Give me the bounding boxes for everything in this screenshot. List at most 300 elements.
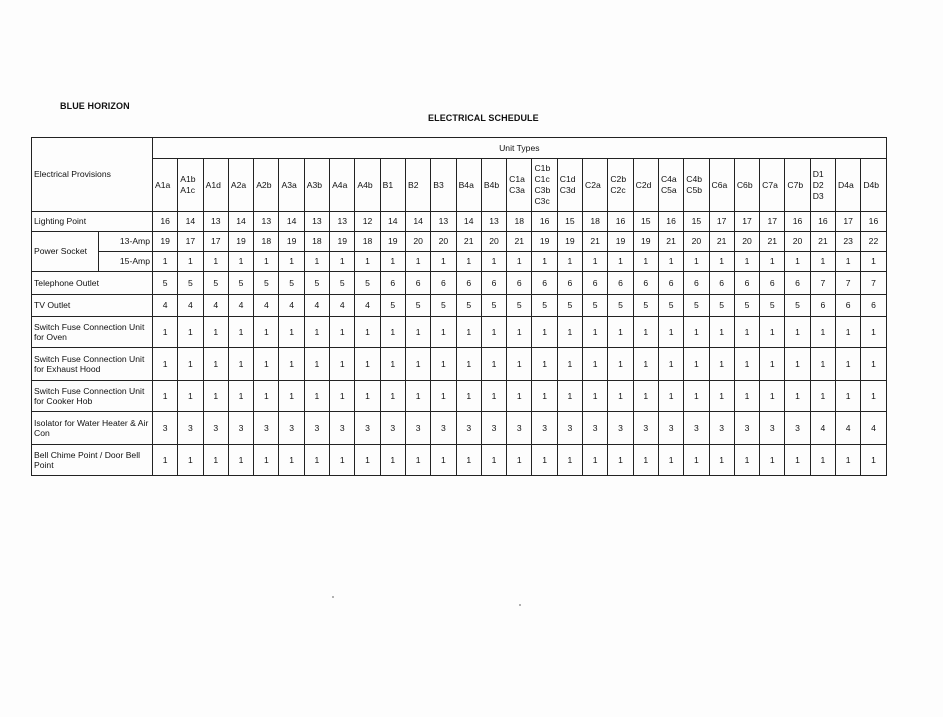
unit-type-label: C5b <box>686 185 702 195</box>
table-cell: 14 <box>178 212 203 232</box>
unit-type-header <box>810 159 835 212</box>
table-cell: 1 <box>532 252 557 272</box>
unit-type-label: A1a <box>155 179 171 190</box>
table-cell: 6 <box>380 272 405 295</box>
table-cell: 3 <box>734 412 759 445</box>
table-row <box>32 232 887 252</box>
table-cell: 4 <box>203 295 228 317</box>
table-cell: 3 <box>583 412 608 445</box>
table-cell: 6 <box>709 272 734 295</box>
table-cell: 14 <box>456 212 481 232</box>
table-cell: 1 <box>405 445 430 476</box>
table-cell: 1 <box>861 348 886 381</box>
table-cell: 18 <box>254 232 279 252</box>
row-label: TV Outlet <box>32 295 153 317</box>
table-cell: 21 <box>760 232 785 252</box>
unit-type-header <box>507 159 532 212</box>
table-cell: 19 <box>608 232 633 252</box>
table-cell: 20 <box>785 232 810 252</box>
table-cell: 5 <box>557 295 582 317</box>
electrical-provisions-header: Electrical Provisions <box>32 138 153 212</box>
table-cell: 1 <box>760 252 785 272</box>
table-cell: 1 <box>532 317 557 348</box>
table-cell: 21 <box>658 232 683 252</box>
unit-type-header <box>254 159 279 212</box>
table-cell: 1 <box>785 445 810 476</box>
table-cell: 1 <box>228 317 253 348</box>
table-cell: 1 <box>760 381 785 412</box>
table-cell: 17 <box>203 232 228 252</box>
table-cell: 1 <box>380 348 405 381</box>
table-cell: 3 <box>684 412 709 445</box>
table-cell: 3 <box>254 412 279 445</box>
unit-type-label: C4a <box>660 174 677 184</box>
table-cell: 5 <box>431 295 456 317</box>
table-cell: 21 <box>810 232 835 252</box>
table-cell: 1 <box>608 381 633 412</box>
table-cell: 21 <box>507 232 532 252</box>
table-cell: 13 <box>254 212 279 232</box>
table-cell: 18 <box>507 212 532 232</box>
table-cell: 1 <box>836 348 861 381</box>
unit-type-header <box>456 159 481 212</box>
table-cell: 1 <box>304 445 329 476</box>
table-cell: 4 <box>355 295 380 317</box>
table-cell: 18 <box>355 232 380 252</box>
table-cell: 1 <box>734 445 759 476</box>
table-cell: 3 <box>760 412 785 445</box>
table-cell: 19 <box>380 232 405 252</box>
table-cell: 1 <box>557 317 582 348</box>
unit-type-label: C7a <box>762 179 778 190</box>
unit-type-label: C2b <box>610 174 627 184</box>
unit-type-label: D4a <box>838 179 854 190</box>
table-cell: 1 <box>633 317 658 348</box>
unit-type-header <box>532 159 557 212</box>
unit-type-label: C1a <box>509 174 525 184</box>
unit-type-header <box>481 159 506 212</box>
unit-type-label: C3a <box>509 185 525 195</box>
table-cell: 1 <box>355 252 380 272</box>
table-cell: 1 <box>330 348 355 381</box>
table-row <box>32 252 887 272</box>
table-cell: 1 <box>481 381 506 412</box>
table-cell: 1 <box>431 381 456 412</box>
table-cell: 20 <box>684 232 709 252</box>
table-cell: 1 <box>557 445 582 476</box>
table-cell: 1 <box>330 317 355 348</box>
table-cell: 17 <box>709 212 734 232</box>
unit-types-header: Unit Types <box>153 138 887 159</box>
unit-type-label: C4b <box>686 174 702 184</box>
unit-type-header <box>380 159 405 212</box>
table-cell: 4 <box>254 295 279 317</box>
row-label: Switch Fuse Connection Unit for Oven <box>32 317 153 348</box>
table-cell: 1 <box>785 348 810 381</box>
table-cell: 13 <box>431 212 456 232</box>
table-cell: 5 <box>228 272 253 295</box>
table-cell: 6 <box>760 272 785 295</box>
table-cell: 1 <box>405 381 430 412</box>
table-cell: 5 <box>355 272 380 295</box>
table-cell: 5 <box>760 295 785 317</box>
table-cell: 6 <box>785 272 810 295</box>
row-label: Telephone Outlet <box>32 272 153 295</box>
table-cell: 1 <box>405 317 430 348</box>
table-cell: 1 <box>608 445 633 476</box>
table-cell: 1 <box>734 317 759 348</box>
table-cell: 16 <box>785 212 810 232</box>
table-cell: 5 <box>254 272 279 295</box>
table-cell: 1 <box>228 445 253 476</box>
table-cell: 19 <box>153 232 178 252</box>
unit-type-label: B4a <box>458 179 474 190</box>
table-cell: 1 <box>633 252 658 272</box>
unit-type-label: D1 <box>812 168 824 179</box>
table-cell: 16 <box>608 212 633 232</box>
unit-type-label: C3b <box>534 185 551 195</box>
table-cell: 1 <box>279 381 304 412</box>
unit-type-header <box>557 159 582 212</box>
table-cell: 1 <box>734 348 759 381</box>
table-cell: 1 <box>481 445 506 476</box>
unit-type-label: C1c <box>534 174 550 184</box>
table-cell: 1 <box>304 348 329 381</box>
unit-type-label: B2 <box>407 179 419 190</box>
unit-type-label: C6b <box>736 179 753 190</box>
table-cell: 14 <box>279 212 304 232</box>
table-cell: 1 <box>836 445 861 476</box>
table-row <box>32 445 887 476</box>
table-cell: 3 <box>557 412 582 445</box>
table-cell: 3 <box>785 412 810 445</box>
table-cell: 20 <box>734 232 759 252</box>
table-cell: 4 <box>304 295 329 317</box>
table-cell: 1 <box>608 317 633 348</box>
table-cell: 3 <box>228 412 253 445</box>
row-label: Switch Fuse Connection Unit for Exhaust Hood <box>32 348 153 381</box>
table-cell: 1 <box>355 348 380 381</box>
unit-type-label: A3a <box>281 179 297 190</box>
unit-type-header <box>709 159 734 212</box>
unit-type-header <box>785 159 810 212</box>
table-cell: 1 <box>228 252 253 272</box>
table-cell: 5 <box>304 272 329 295</box>
table-cell: 20 <box>405 232 430 252</box>
unit-type-label: A4b <box>357 179 373 190</box>
table-cell: 1 <box>810 252 835 272</box>
table-cell: 3 <box>633 412 658 445</box>
table-row <box>32 295 887 317</box>
scan-speck <box>519 604 521 606</box>
table-cell: 3 <box>380 412 405 445</box>
table-cell: 1 <box>633 381 658 412</box>
table-cell: 1 <box>481 252 506 272</box>
unit-type-label: C2a <box>585 179 601 190</box>
table-cell: 6 <box>684 272 709 295</box>
table-cell: 1 <box>153 317 178 348</box>
table-cell: 1 <box>203 252 228 272</box>
table-cell: 13 <box>330 212 355 232</box>
table-cell: 6 <box>481 272 506 295</box>
table-cell: 5 <box>709 295 734 317</box>
table-cell: 1 <box>153 381 178 412</box>
unit-type-label: B1 <box>382 179 394 190</box>
table-cell: 4 <box>330 295 355 317</box>
table-cell: 1 <box>456 252 481 272</box>
table-cell: 6 <box>861 295 886 317</box>
table-cell: 1 <box>532 348 557 381</box>
table-cell: 1 <box>203 445 228 476</box>
unit-type-header <box>304 159 329 212</box>
table-cell: 5 <box>633 295 658 317</box>
unit-type-header <box>431 159 456 212</box>
table-cell: 4 <box>836 412 861 445</box>
table-cell: 23 <box>836 232 861 252</box>
table-cell: 1 <box>861 252 886 272</box>
table-cell: 6 <box>583 272 608 295</box>
table-cell: 5 <box>405 295 430 317</box>
table-cell: 1 <box>507 317 532 348</box>
table-cell: 1 <box>633 445 658 476</box>
table-cell: 3 <box>330 412 355 445</box>
table-cell: 7 <box>836 272 861 295</box>
table-cell: 1 <box>684 317 709 348</box>
scan-speck <box>332 596 334 598</box>
table-cell: 1 <box>178 348 203 381</box>
header-row-group <box>32 138 887 159</box>
table-row <box>32 412 887 445</box>
table-cell: 15 <box>684 212 709 232</box>
table-cell: 1 <box>709 317 734 348</box>
row-label: Lighting Point <box>32 212 153 232</box>
unit-type-header <box>153 159 178 212</box>
table-cell: 16 <box>810 212 835 232</box>
table-row <box>32 317 887 348</box>
table-cell: 1 <box>405 348 430 381</box>
table-cell: 1 <box>405 252 430 272</box>
table-cell: 5 <box>203 272 228 295</box>
schedule-title: ELECTRICAL SCHEDULE <box>428 113 539 123</box>
unit-type-label: A1b <box>180 174 196 184</box>
table-cell: 19 <box>279 232 304 252</box>
table-cell: 1 <box>532 381 557 412</box>
table-cell: 1 <box>228 348 253 381</box>
unit-type-label: D3 <box>812 190 824 201</box>
table-cell: 1 <box>254 252 279 272</box>
unit-type-header <box>178 159 203 212</box>
table-cell: 5 <box>153 272 178 295</box>
table-cell: 1 <box>785 381 810 412</box>
table-cell: 4 <box>228 295 253 317</box>
table-cell: 1 <box>583 445 608 476</box>
table-cell: 3 <box>355 412 380 445</box>
unit-type-label: C2d <box>635 179 652 190</box>
table-cell: 6 <box>810 295 835 317</box>
table-cell: 1 <box>658 381 683 412</box>
table-cell: 3 <box>608 412 633 445</box>
table-cell: 1 <box>684 348 709 381</box>
row-label: Power Socket <box>32 232 99 272</box>
table-cell: 7 <box>861 272 886 295</box>
table-cell: 1 <box>456 445 481 476</box>
table-cell: 14 <box>228 212 253 232</box>
table-cell: 1 <box>836 317 861 348</box>
unit-type-label: A2a <box>230 179 247 190</box>
table-cell: 1 <box>608 348 633 381</box>
table-cell: 1 <box>836 381 861 412</box>
table-cell: 21 <box>583 232 608 252</box>
table-cell: 1 <box>355 317 380 348</box>
table-cell: 3 <box>405 412 430 445</box>
table-cell: 16 <box>532 212 557 232</box>
table-cell: 3 <box>304 412 329 445</box>
table-cell: 1 <box>709 252 734 272</box>
table-cell: 6 <box>456 272 481 295</box>
table-cell: 12 <box>355 212 380 232</box>
table-cell: 1 <box>304 381 329 412</box>
table-cell: 3 <box>279 412 304 445</box>
table-cell: 16 <box>861 212 886 232</box>
unit-type-label: C7b <box>787 179 804 190</box>
table-cell: 1 <box>760 348 785 381</box>
table-row <box>32 381 887 412</box>
table-cell: 1 <box>203 348 228 381</box>
unit-type-label: A3b <box>306 179 323 190</box>
unit-type-label: C1b <box>534 163 551 173</box>
row-label: Isolator for Water Heater & Air Con <box>32 412 153 445</box>
unit-type-header <box>279 159 304 212</box>
project-name: BLUE HORIZON <box>60 101 130 111</box>
unit-type-header <box>608 159 633 212</box>
unit-type-header <box>658 159 683 212</box>
table-cell: 17 <box>178 232 203 252</box>
table-cell: 1 <box>709 348 734 381</box>
unit-type-header <box>203 159 228 212</box>
unit-type-label: B3 <box>433 179 444 190</box>
unit-type-header <box>836 159 861 212</box>
table-cell: 1 <box>810 348 835 381</box>
unit-type-header <box>760 159 785 212</box>
table-cell: 6 <box>532 272 557 295</box>
table-cell: 5 <box>178 272 203 295</box>
table-cell: 5 <box>608 295 633 317</box>
table-cell: 19 <box>228 232 253 252</box>
table-cell: 3 <box>431 412 456 445</box>
table-cell: 13 <box>481 212 506 232</box>
table-cell: 1 <box>203 381 228 412</box>
table-cell: 1 <box>330 445 355 476</box>
table-cell: 1 <box>507 381 532 412</box>
table-cell: 1 <box>583 252 608 272</box>
table-cell: 1 <box>380 381 405 412</box>
table-cell: 1 <box>481 348 506 381</box>
table-cell: 17 <box>836 212 861 232</box>
table-cell: 1 <box>810 381 835 412</box>
table-cell: 17 <box>760 212 785 232</box>
table-cell: 6 <box>557 272 582 295</box>
table-cell: 3 <box>203 412 228 445</box>
table-cell: 1 <box>658 445 683 476</box>
table-cell: 1 <box>684 252 709 272</box>
table-cell: 1 <box>456 381 481 412</box>
table-cell: 1 <box>178 317 203 348</box>
table-cell: 5 <box>532 295 557 317</box>
table-cell: 18 <box>304 232 329 252</box>
table-cell: 6 <box>405 272 430 295</box>
unit-type-header <box>355 159 380 212</box>
table-cell: 1 <box>431 348 456 381</box>
table-cell: 6 <box>658 272 683 295</box>
unit-type-header <box>228 159 253 212</box>
table-cell: 1 <box>330 252 355 272</box>
table-cell: 20 <box>431 232 456 252</box>
unit-type-label: A2b <box>256 179 272 190</box>
row-label: Switch Fuse Connection Unit for Cooker Hob <box>32 381 153 412</box>
table-cell: 13 <box>304 212 329 232</box>
unit-type-label: B4b <box>483 179 500 190</box>
table-cell: 6 <box>507 272 532 295</box>
table-cell: 5 <box>507 295 532 317</box>
table-cell: 1 <box>254 381 279 412</box>
table-cell: 1 <box>431 317 456 348</box>
table-cell: 1 <box>734 381 759 412</box>
table-cell: 6 <box>608 272 633 295</box>
table-cell: 1 <box>507 445 532 476</box>
table-cell: 1 <box>203 317 228 348</box>
table-cell: 1 <box>760 445 785 476</box>
table-cell: 1 <box>153 348 178 381</box>
row-label: Bell Chime Point / Door Bell Point <box>32 445 153 476</box>
table-cell: 1 <box>254 317 279 348</box>
table-cell: 5 <box>583 295 608 317</box>
table-cell: 4 <box>861 412 886 445</box>
table-cell: 1 <box>279 252 304 272</box>
table-cell: 1 <box>785 317 810 348</box>
table-cell: 6 <box>836 295 861 317</box>
table-cell: 1 <box>507 348 532 381</box>
table-cell: 19 <box>557 232 582 252</box>
table-cell: 19 <box>633 232 658 252</box>
table-cell: 1 <box>785 252 810 272</box>
unit-type-header <box>583 159 608 212</box>
table-cell: 1 <box>330 381 355 412</box>
table-cell: 1 <box>456 348 481 381</box>
table-cell: 1 <box>810 317 835 348</box>
unit-type-header <box>405 159 430 212</box>
table-cell: 3 <box>658 412 683 445</box>
table-cell: 1 <box>532 445 557 476</box>
row-sublabel: 15-Amp <box>99 252 153 272</box>
table-cell: 15 <box>633 212 658 232</box>
table-cell: 3 <box>709 412 734 445</box>
table-cell: 1 <box>583 317 608 348</box>
table-cell: 13 <box>203 212 228 232</box>
table-cell: 3 <box>507 412 532 445</box>
table-cell: 5 <box>658 295 683 317</box>
table-cell: 14 <box>405 212 430 232</box>
table-row <box>32 272 887 295</box>
table-cell: 15 <box>557 212 582 232</box>
table-cell: 6 <box>431 272 456 295</box>
table-cell: 1 <box>684 381 709 412</box>
header-row-units <box>32 159 887 212</box>
table-cell: 1 <box>557 252 582 272</box>
table-cell: 5 <box>785 295 810 317</box>
table-cell: 1 <box>861 381 886 412</box>
table-cell: 5 <box>734 295 759 317</box>
table-cell: 20 <box>481 232 506 252</box>
